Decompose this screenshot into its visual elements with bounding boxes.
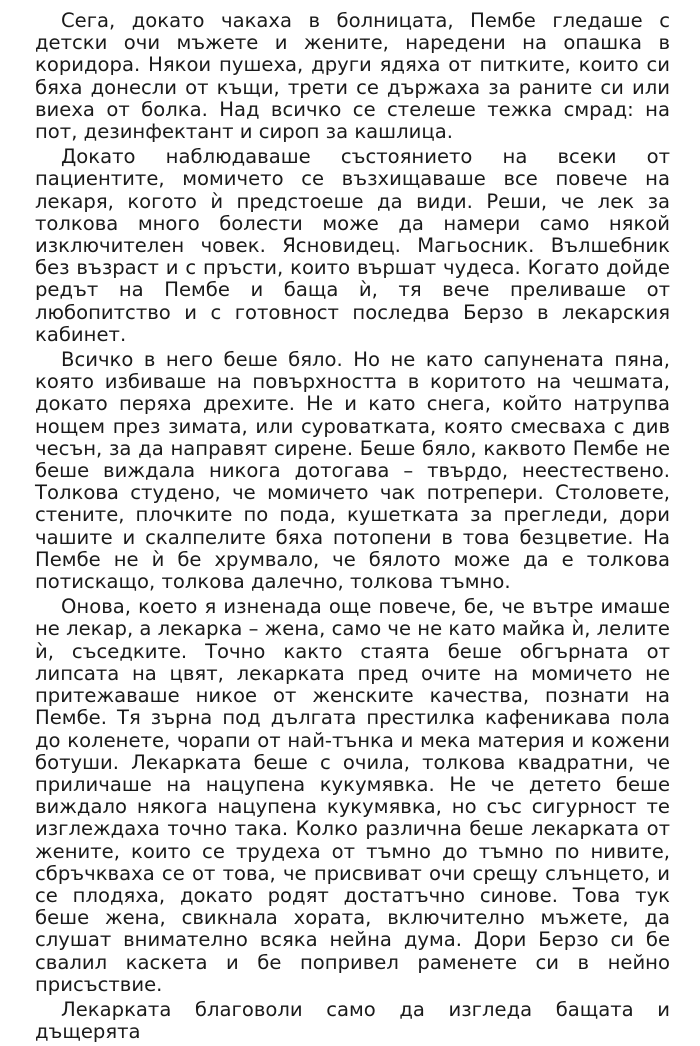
paragraph-waiting-in-hospital: Сега, докато чакаха в болницата, Пембе гледаше с детски очи мъжете и жените, наредени на опашка в коридора. Някои пушеха, други ядяха от питките, които си бяха донесли от къщи, трети се държаха за раните си или виеха от болка. Над всичко се стелеше тежка смрад: на пот, дезинфектант и сироп за кашлица. bbox=[35, 9, 670, 144]
paragraph-observing-patients: Докато наблюдаваше състоянието на всеки от пациентите, момичето се възхищаваше все повече на лекаря, когото ѝ предстоеше да види. Реши, че лек за толкова много болести може да намери само някой изключителен човек. Ясновидец. Магьосник. Вълшебник без възраст и с пръсти, които вършат чудеса. Когато дойде редът на Пембе и баща ѝ, тя вече преливаше от любопитство и с готовност последва Берзо в лекарския кабинет. bbox=[35, 145, 670, 346]
paragraph-white-office: Всичко в него беше бяло. Но не като сапунената пяна, която избиваше на повърхността в коритото на чешмата, докато перяха дрехите. Не и като снега, който натрупва нощем през зимата, или суроватката, която смесваха с див чесън, за да направят сирене. Беше бяло, каквото Пембе не беше виждала никога дотогава – твърдо, неестествено. Толкова студено, че момичето чак потрепери. Столовете, стените, плочките по пода, кушетката за прегледи, дори чашите и скалпелите бяха потопени в това безцветие. На Пембе не ѝ бе хрумвало, че бялото може да е толкова потискащо, толкова далечно, толкова тъмно. bbox=[35, 348, 670, 594]
paragraph-doctor-glance: Лекарката благоволи само да изгледа бащата и дъщерята bbox=[35, 997, 670, 1044]
page-text-body bbox=[35, 10, 670, 1046]
paragraph-female-doctor: Онова, което я изненада още повече, бе, че вътре имаше не лекар, а лекарка – жена, само че не като майка ѝ, лелите ѝ, съседките. Точно както стаята беше обгърната от липсата на цвят, лекарката пред очите на момичето не притежаваше никое от женските качества, познати на Пембе. Тя зърна под дългата престилка кафеникава пола до коленете, чорапи от най-тънка и мека материя и кожени ботуши. Лекарката беше с очила, толкова квадратни, че приличаше на нацупена кукумявка. Не че детето беше виждало някога нацупена кукумявка, но със сигурност те изглеждаха точно така. Колко различна беше лекарката от жените, които се трудеха от тъмно до тъмно по нивите, сбръчкваха се от това, че присвиват очи срещу слънцето, и се плодяха, докато родят достатъчно синове. Това тук беше жена, свикнала хората, включително мъжете, да слушат внимателно всяка нейна дума. Дори Берзо си бе свалил каскета и бе попривел раменете си в нейно присъствие. bbox=[35, 595, 670, 996]
